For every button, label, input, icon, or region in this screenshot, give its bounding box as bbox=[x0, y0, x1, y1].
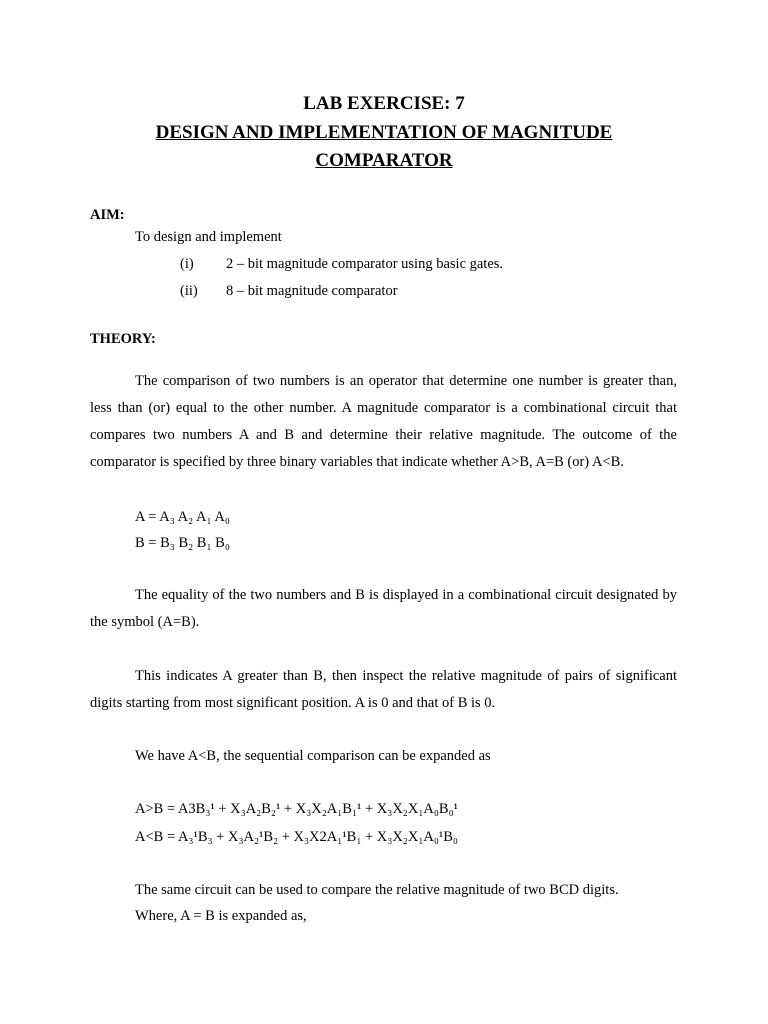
theory-paragraph-1: The comparison of two numbers is an operator that determine one number is greater than, less than (or) equal to the other number. A magnitude comparator is a combinational circuit that compares two numbers A and B and determine their relative magnitude. The outcome of the comparator is specified by three binary variables that indicate whether A>B, A=B (or) A<B. bbox=[90, 373, 677, 470]
lab-title: LAB EXERCISE: 7 bbox=[303, 93, 465, 114]
aim-item-number: (ii) bbox=[180, 283, 198, 299]
equation-b-definition: B = B₃ B₂ B₁ B₀ bbox=[135, 535, 230, 551]
design-title-line1-text: DESIGN AND IMPLEMENTATION OF MAGNITUDE bbox=[155, 122, 613, 143]
theory-paragraph-5-line2: Where, A = B is expanded as, bbox=[135, 908, 307, 924]
aim-item-text: 8 – bit magnitude comparator bbox=[226, 283, 398, 299]
design-title-line1 bbox=[0, 122, 768, 144]
aim-intro: To design and implement bbox=[135, 229, 282, 245]
theory-paragraph-2: The equality of the two numbers and B is displayed in a combinational circuit designated by the symbol (A=B). bbox=[90, 587, 677, 630]
theory-paragraph-3: This indicates A greater than B, then inspect the relative magnitude of pairs of significant digits starting from most significant position. A is 0 and that of B is 0. bbox=[90, 668, 677, 711]
theory-paragraph-4: We have A<B, the sequential comparison can be expanded as bbox=[135, 748, 491, 764]
aim-heading: AIM: bbox=[90, 207, 125, 223]
aim-item-text: 2 – bit magnitude comparator using basic gates. bbox=[226, 256, 504, 272]
design-title-line2-text: COMPARATOR bbox=[315, 150, 453, 171]
aim-item-number: (i) bbox=[180, 256, 194, 272]
design-title-line2 bbox=[0, 150, 768, 172]
theory-paragraph-5-line1: The same circuit can be used to compare the relative magnitude of two BCD digits. bbox=[135, 882, 619, 898]
equation-a-greater-b: A>B = A3B₃¹ + X₃A₂B₂¹ + X₃X₂A₁B₁¹ + X₃X₂X₁A₀B₀¹ bbox=[135, 801, 458, 817]
equation-a-less-b: A<B = A₃¹B₃ + X₃A₂¹B₂ + X₃X2A₁¹B₁ + X₃X₂X₁A₀¹B₀ bbox=[135, 829, 458, 845]
theory-heading: THEORY: bbox=[90, 331, 156, 347]
equation-a-definition: A = A₃ A₂ A₁ A₀ bbox=[135, 509, 230, 525]
